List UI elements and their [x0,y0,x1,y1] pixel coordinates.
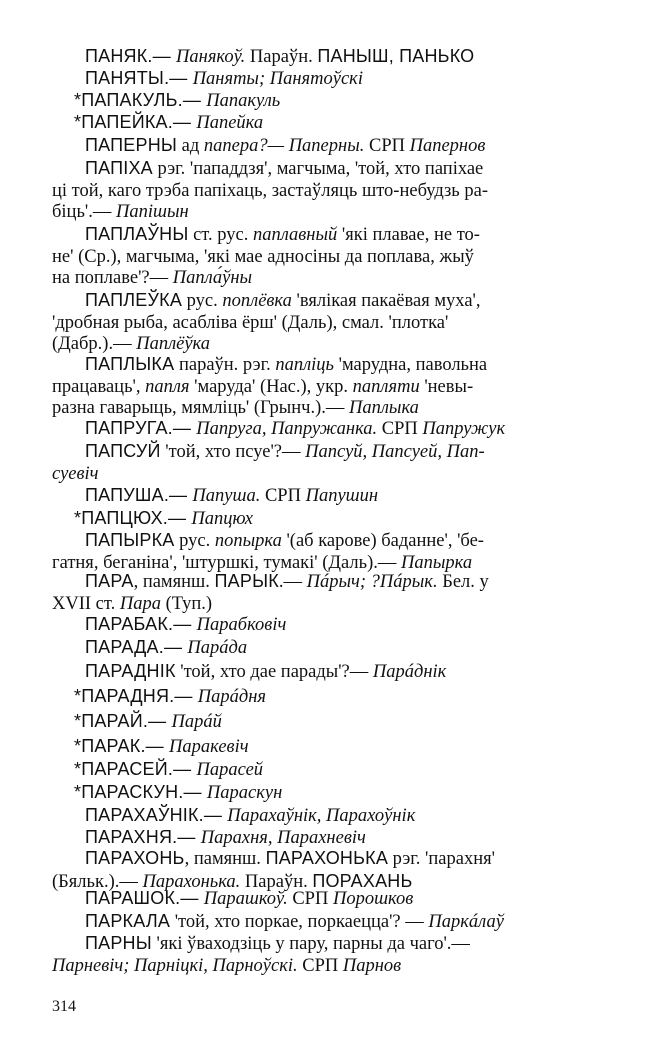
italic-form: Парахонька. [142,871,241,892]
dictionary-entry [52,888,614,911]
headword: ПАРАДНІК [85,661,176,681]
headword: ПАРНЫ [85,933,152,953]
gloss-text: ст. рус. [188,225,253,245]
entry-line [52,711,614,734]
headword: ПАНЫШ, ПАНЬКО [317,46,475,66]
italic-form: Парáднік [372,662,447,682]
entry-line [52,290,614,313]
headword: ПАПСУЙ [85,441,161,461]
dictionary-entry [52,661,614,684]
gloss-text: Бел. у [437,572,489,592]
entry-line [52,686,614,709]
page-number: 314 [52,998,76,1015]
gloss-text: СРП [297,955,343,976]
dictionary-entry [52,68,614,91]
dictionary-entry [52,290,614,356]
gloss-text: 'марудна, павольна [333,355,488,375]
gloss-text: на поплаве'?— [52,268,173,288]
italic-form: суевіч [52,463,99,484]
dictionary-entry [52,911,614,934]
dictionary-entry [52,848,614,893]
italic-form: Папернов [409,136,486,156]
dictionary-entry [52,485,614,508]
dictionary-entry [52,441,614,485]
entry-continuation-line [52,247,614,269]
dictionary-entry [52,90,614,113]
italic-form: Парáда [187,638,248,658]
italic-form: Панякоў. [176,47,246,67]
italic-form: Парневіч; Парніцкі, Парноўскі. [52,955,298,976]
dictionary-entry [52,759,614,782]
entry-line [52,614,614,637]
italic-form: Папсуй, Папсуей, Пап- [305,442,485,462]
gloss-text: ад [177,136,204,156]
dictionary-entry [52,736,614,759]
entry-continuation-line [52,268,614,290]
gloss-text: , памянш. [133,572,215,592]
dictionary-entry [52,637,614,660]
italic-form: Паплыка [348,398,419,418]
dictionary-entry [52,46,614,69]
gloss-text: СРП [260,486,306,506]
italic-form: Папушин [305,486,379,506]
gloss-text: '(аб карове) баданне', 'бе- [281,531,484,551]
entry-line [52,736,614,759]
headword: *ПАРАДНЯ.— [74,686,198,706]
entry-line [52,485,614,508]
entry-continuation-line [52,398,614,420]
entry-line [52,46,614,69]
italic-form: Папакуль [206,91,281,111]
entry-continuation-line [52,334,614,356]
italic-form: Парахаўнік, Парахоўнік [227,806,416,826]
entry-line [52,782,614,805]
dictionary-entry [52,354,614,420]
headword: *ПАРАЙ.— [74,711,172,731]
gloss-text: рэг. 'парахня' [388,849,495,869]
italic-form: попырка [214,531,282,551]
italic-form: Паплёўка [136,334,210,354]
entry-line [52,911,614,934]
entry-line [52,848,614,871]
gloss-text: 'маруда' (Нас.), укр. [189,376,353,397]
gloss-text: біць'.— [52,202,116,222]
entry-line [52,571,614,594]
headword: ПАПРУГА.— [85,418,197,438]
entry-line [52,888,614,911]
headword: ПАНЯК.— [85,46,177,66]
gloss-text: гатня, беганіна', 'штуршкі, тумакі' (Даль).— [52,552,401,573]
headword: ПАРАХНЯ.— [85,827,201,847]
headword: *ПАРАСКУН.— [74,782,207,802]
entry-line [52,805,614,828]
headword: ПАРАБАК.— [85,614,197,634]
dictionary-entry [52,112,614,135]
italic-form: Паракевіч [169,737,249,757]
italic-form: папля [145,376,190,397]
entry-line [52,441,614,464]
headword: *ПАПЦЮХ.— [74,508,192,528]
entry-line [52,112,614,135]
gloss-text: 'які ўваходзіць у пару, парны да чаго'.— [151,934,470,954]
entry-line [52,224,614,247]
headword: ПАРАХОНЬ [85,848,185,868]
gloss-text: працаваць', [52,376,146,397]
entry-continuation-line [52,464,614,486]
headword: ПАПЕРНЫ [85,135,178,155]
gloss-text: 'той, хто дае парады'?— [175,662,373,682]
italic-form: Паняты; Панятоўскі [192,69,363,89]
headword: *ПАПЕЙКА.— [74,112,197,132]
italic-form: Парашкоў. [203,889,288,909]
entry-line [52,637,614,660]
gloss-text: ці той, каго трэба папіхаць, застаўляць што-небудзь ра- [52,180,488,201]
gloss-text: рус. [182,291,223,311]
headword: ПАРАХОНЬКА [265,848,389,868]
headword: ПАРЫК [214,571,279,591]
dictionary-entry [52,224,614,290]
italic-form: Папружук [422,419,506,439]
headword: *ПАРАК.— [74,736,170,756]
dictionary-entry [52,508,614,531]
headword: ПАРКАЛА [85,911,171,931]
italic-form: папера?— Паперны. [203,136,365,156]
entry-line [52,933,614,956]
gloss-text: 'які плавае, не то- [337,225,480,245]
italic-form: Папруга, Папружанка. [196,419,378,439]
italic-form: папліць [275,355,334,375]
entry-line [52,158,614,181]
italic-form: Парáй [171,712,222,732]
gloss-text: XVII ст. [52,593,120,614]
headword: ПАРА [85,571,134,591]
dictionary-entry [52,827,614,850]
italic-form: Папейка [196,113,264,133]
headword: ПАНЯТЫ.— [85,68,193,88]
gloss-text: .— [278,572,307,592]
gloss-text: 'невы- [419,376,474,397]
gloss-text: рэг. 'пападдзя', магчыма, 'той, хто папіхае [152,159,484,179]
dictionary-entry [52,571,614,615]
dictionary-entry [52,135,614,158]
headword: ПАПІХА [85,158,153,178]
headword: *ПАПАКУЛЬ.— [74,90,207,110]
headword: ПАПЛЫКА [85,354,175,374]
entry-continuation-line [52,202,614,224]
italic-form: Парабковіч [196,615,287,635]
gloss-text: параўн. рэг. [174,355,276,375]
headword: ПАПЛАЎНЫ [85,224,189,244]
italic-form: Папцюх [191,509,254,529]
dictionary-entry [52,614,614,637]
gloss-text: Параўн. [245,47,318,67]
headword: ПАРАШОК.— [85,888,204,908]
gloss-text: не' (Ср.), магчыма, 'які мае адносіны да поплава, жыў [52,246,474,267]
entry-continuation-line [52,956,614,978]
gloss-text: (Дабр.).— [52,334,137,354]
entry-line [52,68,614,91]
gloss-text: СРП [377,419,423,439]
entry-continuation-line [52,181,614,203]
gloss-text: , памянш. [184,849,266,869]
entry-line [52,135,614,158]
entry-line [52,759,614,782]
dictionary-entry [52,530,614,574]
entry-continuation-line [52,594,614,616]
gloss-text: 'дробная рыба, асабліва ёрш' (Даль), смал. 'плотка' [52,312,449,333]
italic-form: Пара [119,593,161,614]
entry-line [52,354,614,377]
dictionary-entry [52,158,614,224]
headword: ПОРАХАНЬ [312,870,413,891]
italic-form: Порошков [332,889,414,909]
italic-form: папляти [352,376,420,397]
gloss-text: СРП [287,889,333,909]
dictionary-entry [52,933,614,977]
entry-line [52,530,614,553]
entry-line [52,418,614,441]
gloss-text: 'той, хто псуе'?— [160,442,306,462]
italic-form: Парасей [196,760,264,780]
italic-form: Параскун [206,783,283,803]
dictionary-entry [52,782,614,805]
gloss-text: СРП [364,136,410,156]
entry-line [52,661,614,684]
gloss-text: (Туп.) [160,593,213,614]
italic-form: поплёвка [222,291,292,311]
entry-line [52,827,614,850]
italic-form: Папла́ўны [172,268,253,288]
gloss-text: Параўн. [240,871,313,892]
gloss-text: (Бяльк.).— [52,871,143,892]
italic-form: Парáдня [197,687,266,707]
dictionary-entry [52,711,614,734]
dictionary-entry [52,805,614,828]
gloss-text: разна гаварыць, мямліць' (Грынч.).— [52,398,349,418]
headword: *ПАРАСЕЙ.— [74,759,197,779]
italic-form: Папішын [115,202,189,222]
italic-form: Парахня, Парахневіч [200,828,366,848]
dictionary-entry [52,686,614,709]
dictionary-entry [52,418,614,441]
italic-form: Пáрыч; ?Пáрык. [306,572,438,592]
headword: ПАРАХАЎНІК.— [85,805,228,825]
gloss-text: рус. [174,531,215,551]
entry-line [52,90,614,113]
gloss-text: 'той, хто поркае, поркаецца'? — [170,912,429,932]
entry-line [52,508,614,531]
italic-form: Папуша. [192,486,261,506]
headword: ПАПУША.— [85,485,193,505]
gloss-text: 'вялікая пакаёвая муха', [291,291,481,311]
entry-continuation-line [52,313,614,335]
entry-continuation-line [52,377,614,399]
headword: ПАРАДА.— [85,637,188,657]
italic-form: паплавный [252,225,338,245]
headword: ПАПЛЕЎКА [85,290,183,310]
italic-form: Паркáлаў [428,912,504,932]
italic-form: Парнов [342,955,402,976]
headword: ПАПЫРКА [85,530,175,550]
italic-form: Папырка [400,552,473,573]
